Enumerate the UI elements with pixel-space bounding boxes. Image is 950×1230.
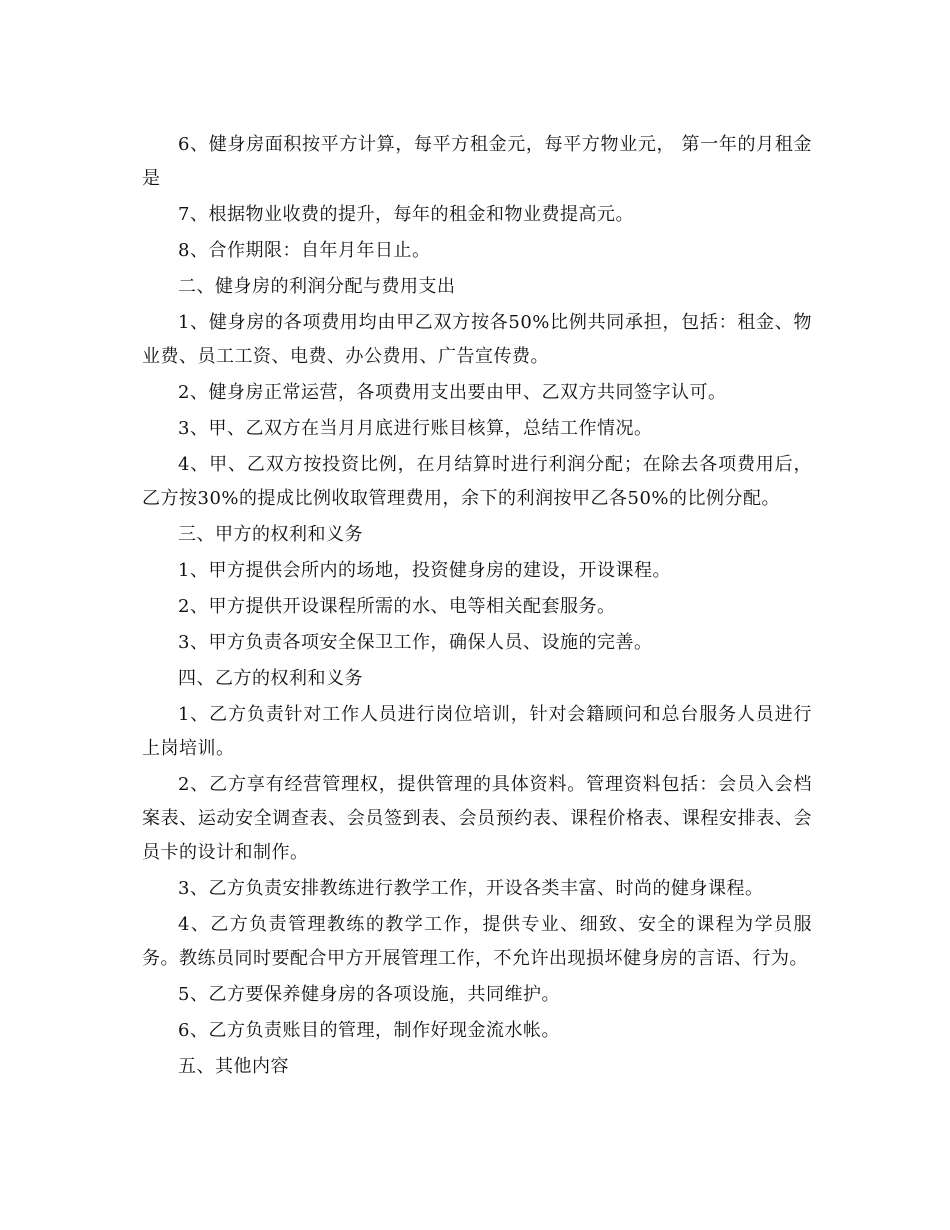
document-body — [142, 128, 812, 1086]
profit-clause-4: 4、甲、乙双方按投资比例，在月结算时进行利润分配；在除去各项费用后，乙方按30%的提成比例收取管理费用，余下的利润按甲乙各50%的比例分配。 — [142, 454, 812, 509]
clause-8-cooperation-term: 8、合作期限：自年月年日止。 — [178, 240, 431, 261]
party-b-clause-2: 2、乙方享有经营管理权，提供管理的具体资料。管理资料包括：会员入会档案表、运动安全调查表、会员签到表、会员预约表、课程价格表、课程安排表、会员卡的设计和制作。 — [142, 774, 812, 863]
section-heading-other: 五、其他内容 — [178, 1056, 289, 1077]
profit-clause-1: 1、健身房的各项费用均由甲乙双方按各50%比例共同承担，包括：租金、物业费、员工工资、电费、办公费用、广告宣传费。 — [142, 312, 812, 367]
section-heading-party-b: 四、乙方的权利和义务 — [178, 668, 363, 689]
party-b-clause-4: 4、乙方负责管理教练的教学工作，提供专业、细致、安全的课程为学员服务。教练员同时要配合甲方开展管理工作，不允许出现损坏健身房的言语、行为。 — [142, 914, 812, 969]
section-heading-party-a: 三、甲方的权利和义务 — [178, 524, 363, 545]
clause-7-rent-increase: 7、根据物业收费的提升，每年的租金和物业费提高元。 — [178, 204, 634, 225]
party-a-clause-1: 1、甲方提供会所内的场地，投资健身房的建设，开设课程。 — [178, 560, 671, 581]
party-a-clause-3: 3、甲方负责各项安全保卫工作，确保人员、设施的完善。 — [178, 632, 653, 653]
party-a-clause-2: 2、甲方提供开设课程所需的水、电等相关配套服务。 — [178, 596, 616, 617]
profit-clause-3: 3、甲、乙双方在当月月底进行账目核算，总结工作情况。 — [178, 418, 653, 439]
section-heading-profit-distribution: 二、健身房的利润分配与费用支出 — [178, 276, 456, 297]
profit-clause-2: 2、健身房正常运营，各项费用支出要由甲、乙双方共同签字认可。 — [178, 382, 727, 403]
party-b-clause-1: 1、乙方负责针对工作人员进行岗位培训，针对会籍顾问和总台服务人员进行上岗培训。 — [142, 704, 812, 759]
party-b-clause-6: 6、乙方负责账目的管理，制作好现金流水帐。 — [178, 1020, 560, 1041]
clause-6-area-rent: 6、健身房面积按平方计算，每平方租金元，每平方物业元， 第一年的月租金是 — [142, 134, 812, 189]
party-b-clause-5: 5、乙方要保养健身房的各项设施，共同维护。 — [178, 984, 560, 1005]
party-b-clause-3: 3、乙方负责安排教练进行教学工作，开设各类丰富、时尚的健身课程。 — [178, 878, 764, 899]
